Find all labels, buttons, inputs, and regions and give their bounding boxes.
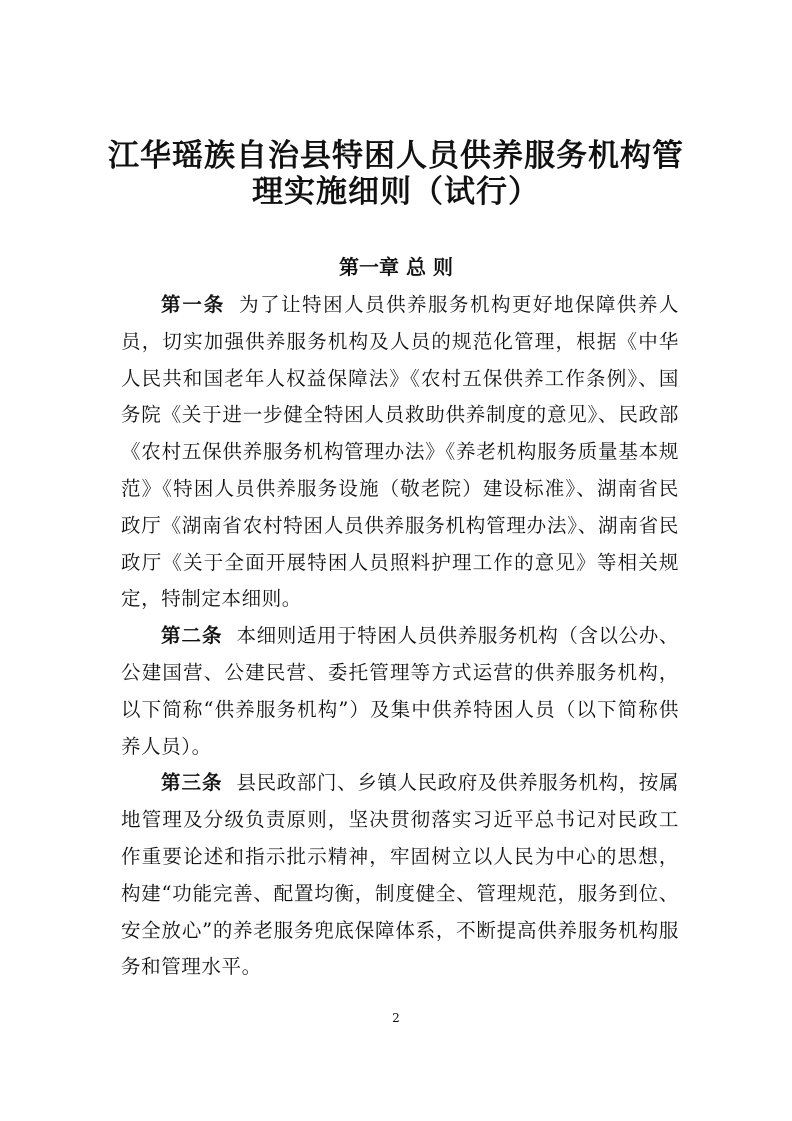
document-title-line-2: 理实施细则（试行）	[252, 174, 540, 210]
article-2	[121, 618, 679, 765]
article-2-text: 本细则适用于特困人员供养服务机构（含以公办、公建国营、公建民营、委托管理等方式运营的供养服务机构，以下简称“供养服务机构”）及集中供养特困人员（以下简称供养人员）。	[121, 624, 679, 758]
article-2-label: 第二条	[161, 624, 223, 648]
article-3	[121, 765, 679, 986]
chapter-heading: 第一章 总 则	[339, 255, 453, 279]
document-title-line-1: 江华瑶族自治县特困人员供养服务机构管	[108, 138, 684, 174]
document-body	[121, 287, 679, 986]
article-3-text: 县民政部门、乡镇人民政府及供养服务机构，按属地管理及分级负责原则，坚决贯彻落实习近平总书记对民政工作重要论述和指示批示精神，牢固树立以人民为中心的思想，构建“功能完善、配置均衡，制度健全、管理规范，服务到位、安全放心”的养老服务兜底保障体系，不断提高供养服务机构服务和管理水平。	[121, 771, 679, 979]
article-1-text: 为了让特困人员供养服务机构更好地保障供养人员，切实加强供养服务机构及人员的规范化管理，根据《中华人民共和国老年人权益保障法》《农村五保供养工作条例》、国务院《关于进一步健全特困人员救助供养制度的意见》、民政部《农村五保供养服务机构管理办法》《养老机构服务质量基本规范》《特困人员供养服务设施（敬老院）建设标准》、湖南省民政厅《湖南省农村特困人员供养服务机构管理办法》、湖南省民政厅《关于全面开展特困人员照料护理工作的意见》等相关规定，特制定本细则。	[121, 293, 679, 611]
page-number: 2	[392, 1011, 400, 1025]
article-3-label: 第三条	[161, 771, 223, 795]
article-1	[121, 287, 679, 618]
article-1-label: 第一条	[161, 293, 226, 316]
